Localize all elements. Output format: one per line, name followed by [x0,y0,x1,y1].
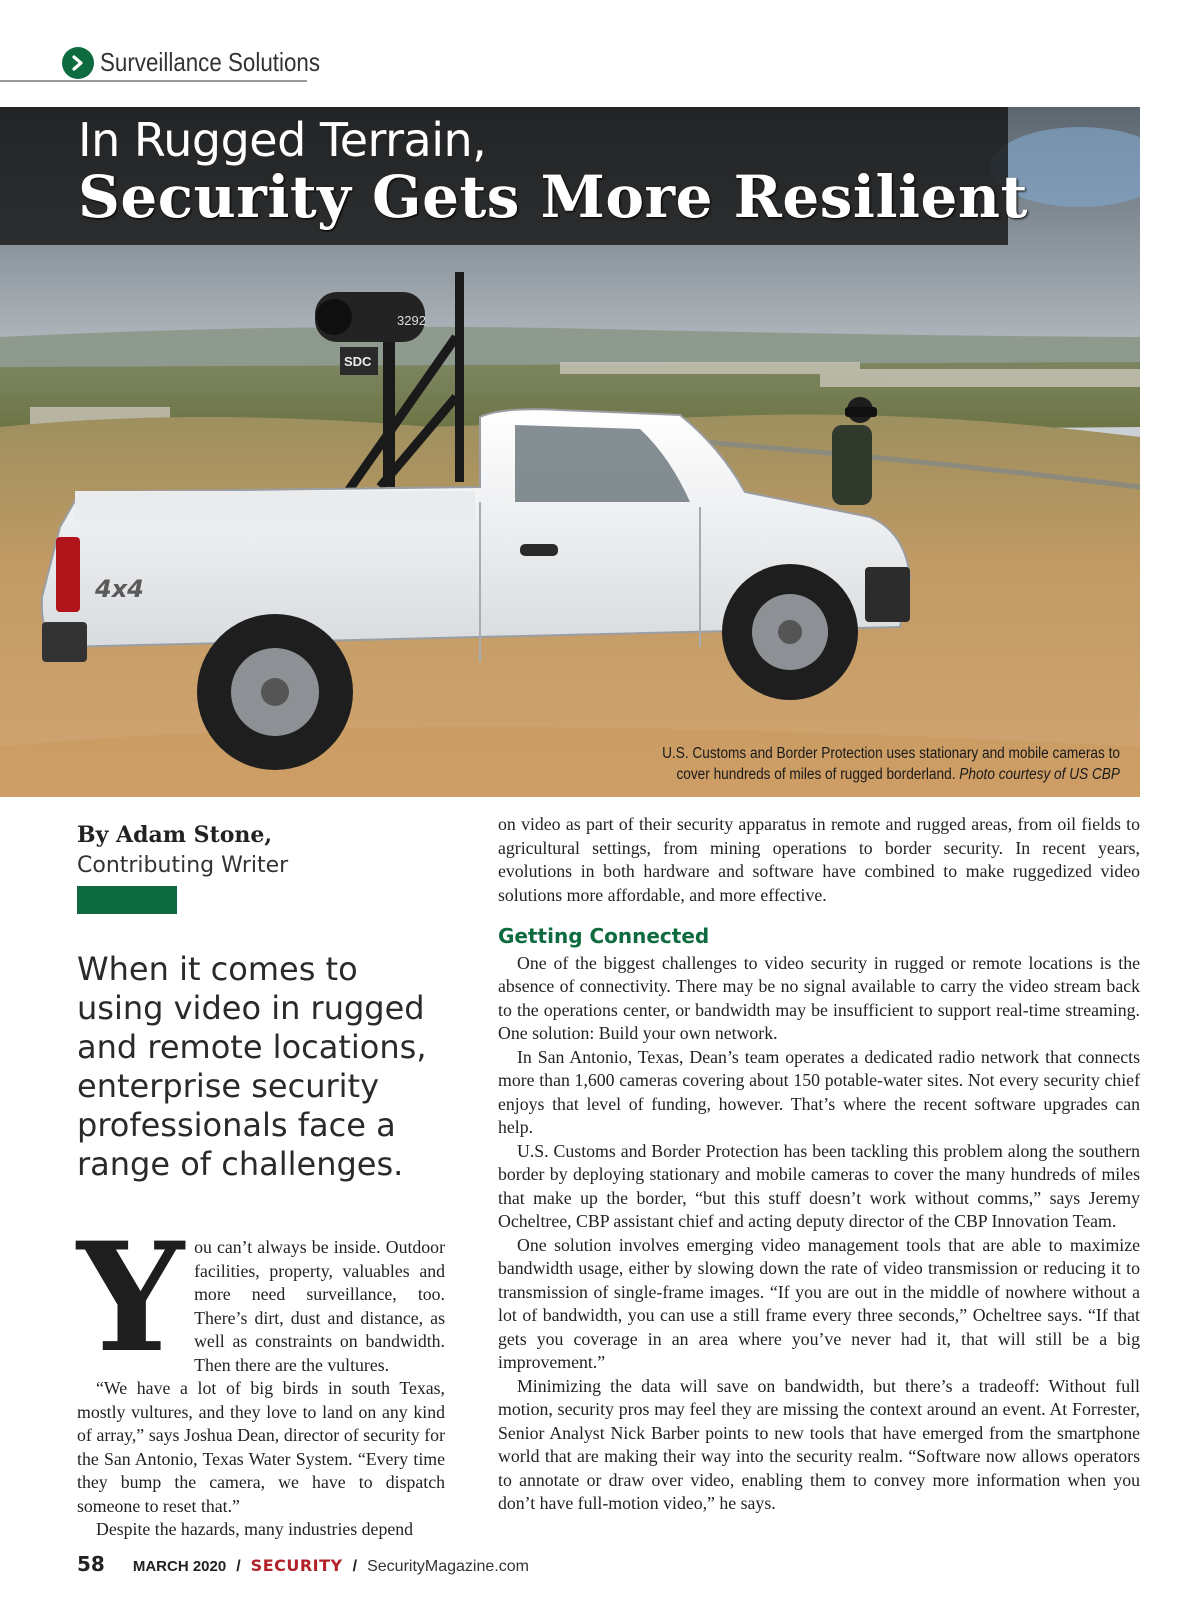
pull-quote: When it comes to using video in rugged and remote locations, enterprise security professionals face a range of challenges. [77,950,427,1183]
paragraph: One of the biggest challenges to video security in rugged or remote locations is the absence of connectivity. There may be no signal available to carry the video stream back to the operations center, or bandwidth may be insufficient to support real-time streaming. One solution: Build your own network. [498,952,1140,1043]
title-band [0,107,1028,245]
truck-badge: 4x4 [95,575,144,603]
paragraph: Minimizing the data will save on bandwidth, but there’s a tradeoff: Without full motion, security pros may feel they are missing the context around an event. At Forrester, Senior Analyst Nick Barber points to new tools that have emerged from the smartphone world that are making their way into the security realm. “Software now allows operators to annotate or draw over video, enabling them to convey more information when you don’t have full-motion video,” he says. [498,1375,1140,1513]
footer-separator: / [352,1558,358,1575]
headline-line2: Security Gets More Resilient [78,163,1028,231]
section-tag [0,44,320,82]
rear-wheel [197,614,353,770]
paragraph: In San Antonio, Texas, Dean’s team operates a dedicated radio network that connects more than 1,600 cameras covering about 150 potable-water sites. Not every security chief enjoys that level of funding, however. That’s where the recent software upgrades can help. [498,1046,1140,1137]
paragraph [77,1210,445,1386]
byline-author: By Adam Stone, [77,822,273,848]
paragraph: Despite the hazards, many industries depend [96,1519,414,1539]
chevron-right-icon [62,47,94,79]
drop-cap: Y [77,1210,185,1386]
right-column [498,813,1140,1516]
camera-brand: SDC [344,354,372,369]
caption-text: U.S. Customs and Border Protection uses stationary and mobile cameras to cover hundreds of miles of rugged borderland. [662,745,1120,783]
section-label: Surveillance Solutions [100,47,320,77]
headline-line1: In Rugged Terrain, [78,113,487,167]
footer-separator: / [236,1558,241,1575]
website-link[interactable]: SecurityMagazine.com [367,1558,529,1575]
photo-caption [627,743,1120,785]
subheading: Getting Connected [498,924,710,948]
issue-date: MARCH 2020 [132,1558,227,1575]
hero-photo [0,107,1140,797]
magazine-name: SECURITY [250,1556,343,1575]
byline-role: Contributing Writer [77,853,289,878]
paragraph: on video as part of their security apparatus in remote and rugged areas, from oil fields to agricultural settings, from mining operations to border security. In recent years, evolutions in both hardware and software have combined to make ruggedized video solutions more affordable, and more effective. [498,814,1140,905]
camera-plate: 3292 [397,313,426,328]
paragraph: U.S. Customs and Border Protection has been tackling this problem along the southern border by deploying stationary and mobile cameras to cover the many hundreds of miles that make up the border, “but this stuff doesn’t work without comms,” says Jeremy Ocheltree, CBP assistant chief and acting deputy director of the CBP Innovation Team. [498,1140,1140,1231]
page-footer [77,1552,529,1576]
paragraph-text: ou can’t always be inside. Outdoor facilities, property, valuables and more need surveillance, too. There’s dirt, dust and distance, as well as constraints on bandwidth. Then there are the vultures. [194,1237,445,1375]
paragraph: “We have a lot of big birds in south Texas, mostly vultures, and they love to land on any kind of array,” says Joshua Dean, director of security for the San Antonio, Texas Water System. “Every time they bump the camera, we have to dispatch someone to reset that.” [77,1378,445,1516]
paragraph: One solution involves emerging video management tools that are able to maximize bandwidth usage, either by slowing down the rate of video transmission or reducing it to transmission of single-frame images. “If you are out in the middle of nowhere without a lot of bandwidth, you can use a still frame every three seconds,” Ocheltree says. “If that gets you coverage in an area where you’ve never had it, that will still be a big improvement.” [498,1234,1140,1372]
left-column [77,1210,445,1542]
caption-credit: Photo courtesy of US CBP [959,766,1120,783]
page-number: 58 [77,1552,105,1576]
accent-bar [77,886,177,914]
front-wheel [722,564,858,700]
